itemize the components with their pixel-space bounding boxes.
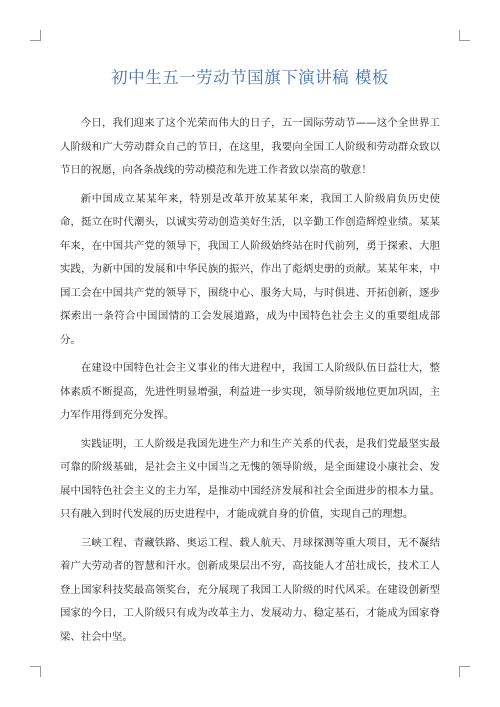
paragraph-3: 在建设中国特色社会主义事业的伟大进程中，我国工人阶级队伍日益壮大，整体素质不断提高，先进性明显增强，利益进一步实现，领导阶级地位更加巩固，主力军作用得到充分发挥。 — [60, 362, 440, 421]
document-title: 初中生五一劳动节国旗下演讲稿 模板 — [111, 68, 389, 87]
paragraph-4: 实践证明，工人阶级是我国先进生产力和生产关系的代表，是我们党最坚实最可靠的阶级基础，是社会主义中国当之无愧的领导阶级，是全面建设小康社会、发展中国特色社会主义的主力军，是推动中国经济发展和社会全面进步的根本力量。 只有融入到时代发展的历史进程中，才能成就自身的价值，实现自己的理想。 — [60, 437, 440, 520]
crop-mark-bottom-right — [459, 666, 470, 677]
paragraph-2: 新中国成立某某年来，特别是改革开放某某年来，我国工人阶级肩负历史使命，挺立在时代潮头，以诚实劳动创造美好生活，以辛勤工作创造辉煌业绩。某某年来，在中国共产党的领导下，我国工人阶级始终站在时代前列，勇于探索、大胆实践，为新中国的发展和中华民族的振兴，作出了彪炳史册的贡献。某某年来，中国工会在中国共产党的领导下，围绕中心、服务大局，与时俱进、开拓创新，逐步探索出一条符合中国国情的工会发展道路，成为中国特色社会主义的重要组成部分。 — [60, 192, 440, 346]
paragraph-5: 三峡工程、青藏铁路、奥运工程、载人航天、月球探测等重大项目，无不凝结着广大劳动者的智慧和汗水。创新成果层出不穷，高技能人才茁壮成长，技术工人登上国家科技奖最高领奖台，充分展现了我国工人阶级的时代风采。在建设创新型国家的今日，工人阶级只有成为改革主力、发展动力、稳定基石，才能成为国家脊梁、社会中坚。 — [60, 536, 440, 643]
document-body — [60, 112, 440, 654]
crop-mark-top-right — [459, 30, 470, 41]
crop-mark-bottom-left — [30, 666, 41, 677]
paragraph-1: 今日，我们迎来了这个光荣而伟大的日子，五一国际劳动节——这个全世界工人阶级和广大劳动群众自己的节日，在这里，我要向全国工人阶级和劳动群众致以节日的祝愿，向各条战线的劳动模范和先进工作者致以崇高的敬意！ — [60, 117, 440, 176]
crop-mark-top-left — [30, 30, 41, 41]
